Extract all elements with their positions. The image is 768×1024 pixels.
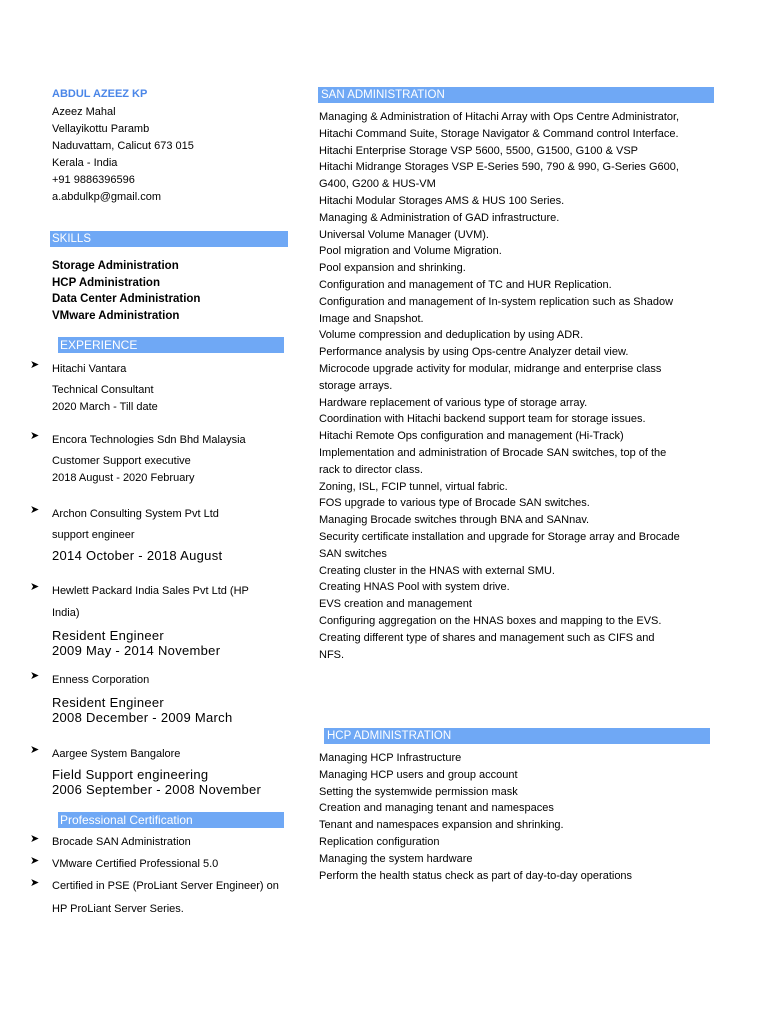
email-address: a.abdulkp@gmail.com: [52, 191, 161, 203]
certification-item: [30, 831, 292, 853]
skill-item: Data Center Administration: [52, 293, 201, 306]
job-role: Resident Engineer: [52, 628, 165, 643]
company-name: Enness Corporation: [52, 674, 150, 686]
job-period: 2018 August - 2020 February: [52, 472, 195, 484]
experience-item: [30, 669, 292, 725]
arrow-bullet-icon: ➤: [30, 670, 40, 682]
certification-item: [30, 853, 292, 875]
duty-line: SAN switches: [319, 547, 387, 560]
skill-item: VMware Administration: [52, 310, 180, 323]
certification-text: Certified in PSE (ProLiant Server Engineer) on: [52, 880, 279, 892]
duty-line: Hitachi Remote Ops configuration and management (Hi-Track): [319, 430, 624, 443]
job-role: Technical Consultant: [52, 384, 154, 396]
duty-line: Configuration and management of In-system replication such as Shadow: [319, 295, 674, 308]
duty-line: Universal Volume Manager (UVM).: [319, 228, 489, 241]
arrow-bullet-icon: ➤: [30, 833, 40, 845]
experience-item: [30, 580, 292, 658]
duty-line: Performance analysis by using Ops-centre Analyzer detail view.: [319, 346, 629, 359]
job-period: 2006 September - 2008 November: [52, 782, 262, 797]
arrow-bullet-icon: ➤: [30, 855, 40, 867]
experience-item: [30, 503, 292, 563]
arrow-bullet-icon: ➤: [30, 877, 40, 889]
duty-line: Hitachi Midrange Storages VSP E-Series 590, 790 & 990, G-Series G600,: [319, 161, 679, 174]
duty-line: Volume compression and deduplication by using ADR.: [319, 329, 584, 342]
san-duties-list: [319, 109, 719, 663]
company-name: Aargee System Bangalore: [52, 748, 181, 760]
arrow-bullet-icon: ➤: [30, 359, 40, 371]
duty-line: Managing HCP users and group account: [319, 768, 518, 781]
arrow-bullet-icon: ➤: [30, 744, 40, 756]
job-period: 2020 March - Till date: [52, 401, 158, 413]
phone-number: +91 9886396596: [52, 174, 135, 186]
contact-block: [52, 88, 288, 206]
duty-line: rack to director class.: [319, 463, 423, 476]
hcp-duties-list: [319, 750, 719, 884]
job-role: Resident Engineer: [52, 695, 165, 710]
experience-item: [30, 743, 292, 797]
arrow-bullet-icon: ➤: [30, 581, 40, 593]
duty-line: Managing & Administration of Hitachi Array with Ops Centre Administrator,: [319, 111, 680, 123]
duty-line: Creating HNAS Pool with system drive.: [319, 581, 510, 594]
address-line: Azeez Mahal: [52, 106, 116, 118]
duty-line: Creating cluster in the HNAS with external SMU.: [319, 564, 555, 577]
duty-line: storage arrays.: [319, 379, 393, 392]
duty-line: NFS.: [319, 648, 345, 661]
experience-item: [30, 358, 292, 416]
job-period: 2009 May - 2014 November: [52, 643, 221, 658]
address-line: Kerala - India: [52, 157, 118, 169]
duty-line: Hitachi Command Suite, Storage Navigator & Command control Interface.: [319, 127, 679, 140]
job-period: 2014 October - 2018 August: [52, 548, 223, 563]
duty-line: FOS upgrade to various type of Brocade SAN switches.: [319, 497, 590, 510]
duty-line: Hardware replacement of various type of storage array.: [319, 396, 588, 409]
duty-line: Zoning, ISL, FCIP tunnel, virtual fabric.: [319, 480, 508, 493]
skills-list: [52, 258, 200, 325]
company-name: Hewlett Packard India Sales Pvt Ltd (HP: [52, 585, 249, 597]
duty-line: Managing the system hardware: [319, 852, 473, 865]
duty-line: Managing Brocade switches through BNA and SANnav.: [319, 514, 590, 527]
address-line: Naduvattam, Calicut 673 015: [52, 140, 194, 152]
duty-line: Implementation and administration of Brocade SAN switches, top of the: [319, 446, 667, 459]
experience-heading: EXPERIENCE: [58, 337, 284, 353]
certification-text-continued: HP ProLiant Server Series.: [52, 903, 184, 915]
company-name: Encora Technologies Sdn Bhd Malaysia: [52, 434, 246, 446]
job-period: 2008 December - 2009 March: [52, 710, 233, 725]
duty-line: Setting the systemwide permission mask: [319, 785, 518, 798]
company-name: Archon Consulting System Pvt Ltd: [52, 508, 219, 520]
duty-line: Hitachi Modular Storages AMS & HUS 100 Series.: [319, 194, 565, 207]
duty-line: Coordination with Hitachi backend support team for storage issues.: [319, 413, 646, 426]
certification-text: Brocade SAN Administration: [52, 836, 191, 848]
job-role: Customer Support executive: [52, 455, 191, 467]
skill-item: HCP Administration: [52, 276, 160, 289]
duty-line: EVS creation and management: [319, 598, 472, 611]
duty-line: Creating different type of shares and management such as CIFS and: [319, 631, 655, 644]
company-name: Hitachi Vantara: [52, 363, 127, 375]
duty-line: Tenant and namespaces expansion and shrinking.: [319, 819, 564, 832]
certification-heading: Professional Certification: [58, 812, 284, 828]
job-role: Field Support engineering: [52, 767, 209, 782]
duty-line: Creation and managing tenant and namespaces: [319, 802, 554, 815]
duty-line: Perform the health status check as part of day-to-day operations: [319, 869, 633, 882]
address-line: Vellayikottu Paramb: [52, 123, 150, 135]
duty-line: G400, G200 & HUS-VM: [319, 178, 436, 191]
duty-line: Image and Snapshot.: [319, 312, 424, 325]
duty-line: Pool migration and Volume Migration.: [319, 245, 502, 258]
certification-item: [30, 875, 292, 920]
candidate-name: ABDUL AZEEZ KP: [52, 88, 148, 100]
duty-line: Pool expansion and shrinking.: [319, 262, 466, 275]
experience-item: [30, 429, 292, 487]
certification-text: VMware Certified Professional 5.0: [52, 858, 219, 870]
duty-line: Configuration and management of TC and HUR Replication.: [319, 278, 612, 291]
duty-line: Microcode upgrade activity for modular, midrange and enterprise class: [319, 362, 662, 375]
duty-line: Hitachi Enterprise Storage VSP 5600, 5500, G1500, G100 & VSP: [319, 144, 638, 157]
duty-line: Managing & Administration of GAD infrastructure.: [319, 211, 560, 224]
skills-heading: SKILLS: [50, 231, 288, 247]
arrow-bullet-icon: ➤: [30, 504, 40, 516]
duty-line: Managing HCP Infrastructure: [319, 752, 462, 764]
duty-line: Security certificate installation and upgrade for Storage array and Brocade: [319, 530, 680, 543]
job-role: support engineer: [52, 529, 135, 541]
duty-line: Replication configuration: [319, 835, 440, 848]
company-name-continued: India): [52, 607, 80, 619]
skill-item: Storage Administration: [52, 260, 179, 272]
hcp-administration-heading: HCP ADMINISTRATION: [324, 728, 710, 744]
arrow-bullet-icon: ➤: [30, 430, 40, 442]
san-administration-heading: SAN ADMINISTRATION: [318, 87, 714, 103]
duty-line: Configuring aggregation on the HNAS boxes and mapping to the EVS.: [319, 614, 662, 627]
